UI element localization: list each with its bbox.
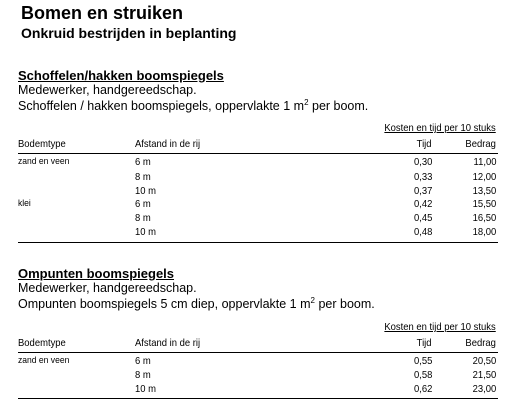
cell-afstand: 6 m [135, 156, 151, 168]
cell-afstand: 8 m [135, 369, 151, 381]
cell-bedrag: 18,00 [472, 226, 496, 238]
section-description-line: Medewerker, handgereedschap. [18, 281, 197, 295]
cell-tijd: 0,37 [413, 185, 432, 197]
cell-tijd: 0,55 [413, 355, 432, 367]
cell-afstand: 8 m [135, 212, 151, 224]
section-description-line [18, 296, 375, 311]
cell-bodemtype: klei [18, 198, 31, 209]
cell-bedrag: 16,50 [472, 212, 496, 224]
superscript: 2 [310, 296, 315, 305]
cell-tijd: 0,48 [413, 226, 432, 238]
cell-bedrag: 21,50 [472, 369, 496, 381]
page-subtitle: Onkruid bestrijden in beplanting [21, 25, 237, 41]
header-tijd: Tijd [417, 138, 432, 150]
cell-tijd: 0,45 [413, 212, 432, 224]
header-afstand: Afstand in de rij [135, 138, 201, 150]
table-divider [18, 398, 498, 399]
cell-bedrag: 11,00 [473, 156, 496, 168]
kosten-label: Kosten en tijd per 10 stuks [384, 321, 496, 333]
header-tijd: Tijd [417, 337, 432, 349]
cell-bodemtype: zand en veen [18, 355, 70, 366]
table-divider [18, 153, 498, 154]
header-bodemtype: Bodemtype [18, 337, 66, 349]
cell-afstand: 6 m [135, 355, 151, 367]
section-description-line: Medewerker, handgereedschap. [18, 83, 197, 97]
cell-afstand: 6 m [135, 198, 151, 210]
section-description-line [18, 98, 368, 113]
cell-afstand: 10 m [135, 185, 157, 197]
cell-bodemtype: zand en veen [18, 156, 70, 167]
cell-tijd: 0,58 [413, 369, 432, 381]
kosten-label: Kosten en tijd per 10 stuks [384, 122, 496, 134]
cell-tijd: 0,33 [413, 171, 432, 183]
table-divider [18, 352, 498, 353]
cell-tijd: 0,62 [413, 383, 432, 395]
header-bedrag: Bedrag [465, 138, 496, 150]
cell-bedrag: 20,50 [472, 355, 496, 367]
cell-tijd: 0,30 [413, 156, 432, 168]
section-heading: Ompunten boomspiegels [18, 266, 175, 281]
cell-afstand: 10 m [135, 383, 157, 395]
cell-afstand: 10 m [135, 226, 157, 238]
description-text: Ompunten boomspiegels 5 cm diep, oppervlakte 1 m [18, 297, 311, 312]
header-bedrag: Bedrag [465, 337, 496, 349]
superscript: 2 [304, 98, 309, 107]
description-text: Schoffelen / hakken boomspiegels, oppervlakte 1 m [18, 99, 305, 114]
section-heading: Schoffelen/hakken boomspiegels [18, 68, 224, 83]
page-title: Bomen en struiken [21, 3, 184, 23]
cell-bedrag: 13,50 [472, 185, 496, 197]
description-text: per boom. [308, 99, 369, 114]
table-divider [18, 242, 498, 243]
description-text: per boom. [314, 297, 375, 312]
cell-bedrag: 12,00 [472, 171, 496, 183]
cell-tijd: 0,42 [413, 198, 432, 210]
header-afstand: Afstand in de rij [135, 337, 201, 349]
cell-bedrag: 23,00 [472, 383, 496, 395]
cell-afstand: 8 m [135, 171, 151, 183]
cell-bedrag: 15,50 [472, 198, 496, 210]
header-bodemtype: Bodemtype [18, 138, 66, 150]
